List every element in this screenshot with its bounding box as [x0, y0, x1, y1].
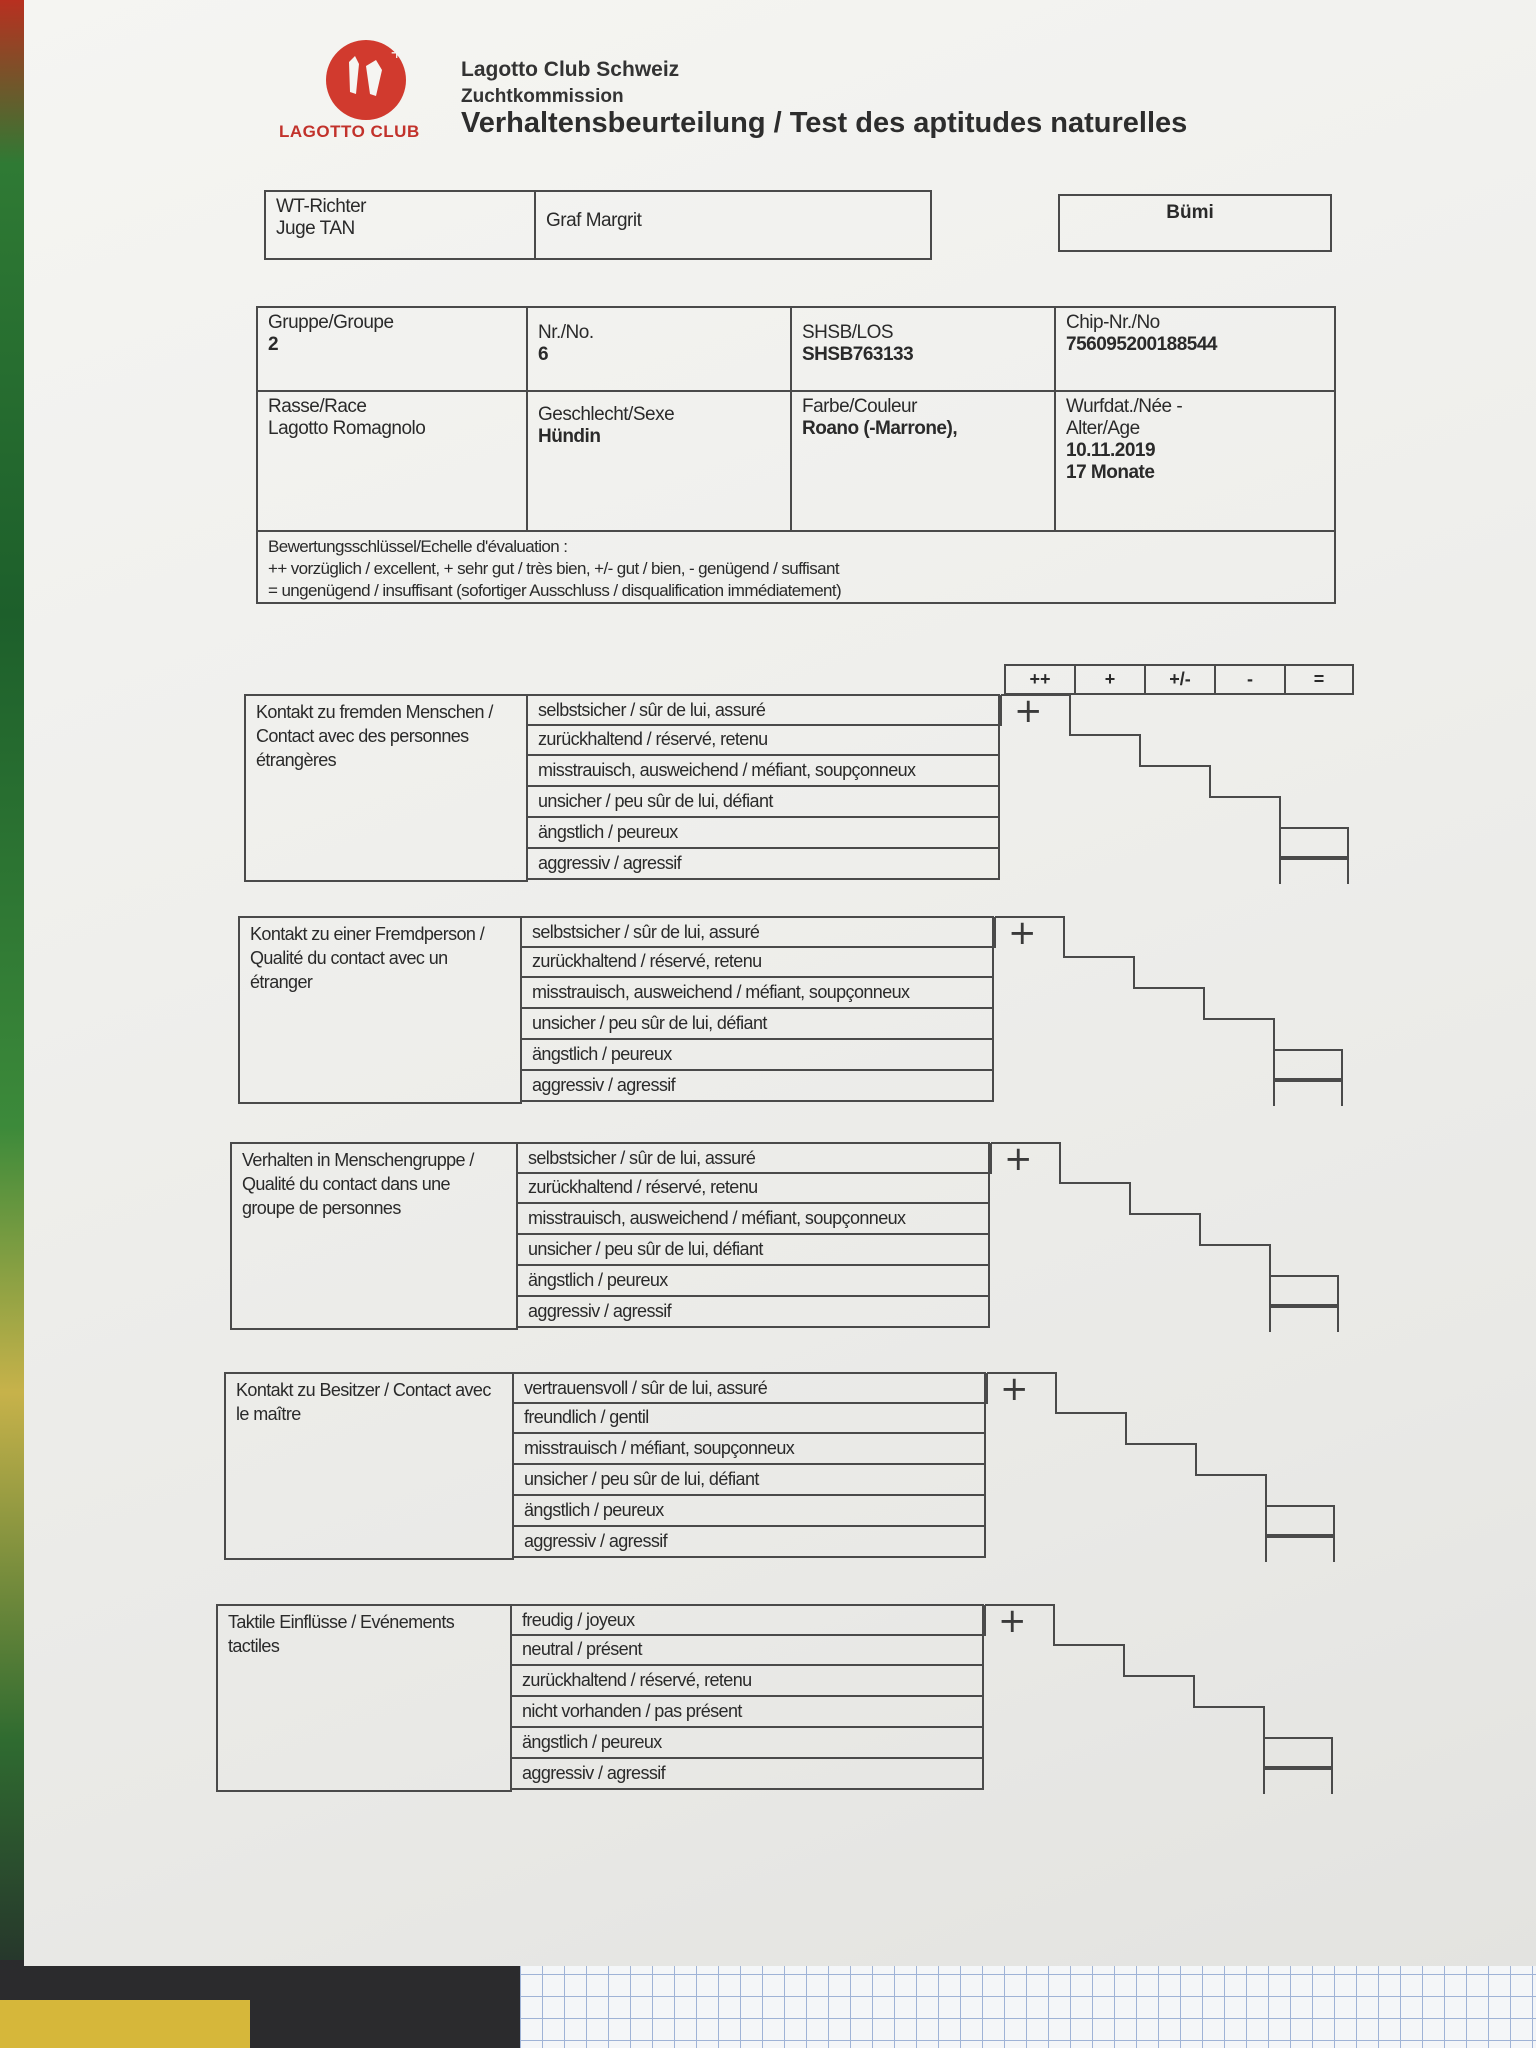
option-row[interactable]: selbstsicher / sûr de lui, assuré — [528, 694, 1000, 726]
age-label: Alter/Age — [1066, 418, 1140, 439]
rating-key — [258, 532, 1334, 602]
chip-cell — [1056, 308, 1334, 392]
form-title: Verhaltensbeurteilung / Test des aptitudes naturelles — [461, 107, 1188, 139]
option-row[interactable]: unsicher / peu sûr de lui, défiant — [518, 1235, 990, 1266]
option-row[interactable]: freudig / joyeux — [512, 1604, 984, 1636]
handwritten-mark: + — [998, 1601, 1027, 1641]
option-row[interactable]: vertrauensvoll / sûr de lui, assuré — [514, 1372, 986, 1404]
svg-text:+: + — [390, 43, 404, 62]
shsb-cell — [792, 308, 1056, 392]
sex-value: Hündin — [538, 426, 601, 447]
section-label: Verhalten in Menschengruppe / Qualité du contact dans une groupe de personnes — [230, 1142, 518, 1330]
option-row[interactable]: selbstsicher / sûr de lui, assuré — [522, 916, 994, 948]
color-cell — [792, 392, 1056, 532]
race-value: Lagotto Romagnolo — [268, 418, 426, 439]
option-row[interactable]: aggressiv / agressif — [528, 849, 1000, 880]
judge-box — [264, 190, 932, 260]
option-row[interactable]: misstrauisch, ausweichend / méfiant, soupçonneux — [522, 978, 994, 1009]
club-logo-icon — [304, 40, 444, 120]
option-row[interactable]: nicht vorhanden / pas présent — [512, 1697, 984, 1728]
rating-staircase-grid[interactable] — [1000, 691, 1354, 884]
scale-header-cell: +/- — [1144, 664, 1216, 695]
option-row[interactable]: misstrauisch, ausweichend / méfiant, soupçonneux — [518, 1204, 990, 1235]
rating-staircase-grid[interactable] — [990, 1139, 1344, 1332]
birth-value: 10.11.2019 — [1066, 440, 1156, 461]
option-row[interactable]: neutral / présent — [512, 1635, 984, 1666]
chip-label: Chip-Nr./No — [1066, 312, 1160, 333]
shsb-value: SHSB763133 — [802, 344, 914, 365]
judge-label-fr: Juge TAN — [276, 218, 355, 239]
section-label: Kontakt zu fremden Menschen / Contact avec des personnes étrangères — [244, 694, 528, 882]
option-row[interactable]: unsicher / peu sûr de lui, défiant — [522, 1009, 994, 1040]
option-row[interactable]: ängstlich / peureux — [522, 1040, 994, 1071]
rating-key-line2: = ungenügend / insuffisant (sofortiger Ausschluss / disqualification immédiatement) — [268, 581, 842, 600]
graph-paper-sheet — [520, 1952, 1536, 2048]
birth-cell — [1056, 392, 1334, 532]
option-row[interactable]: zurückhaltend / réservé, retenu — [518, 1173, 990, 1204]
handwritten-mark: + — [1000, 1369, 1029, 1409]
sex-label: Geschlecht/Sexe — [538, 404, 675, 425]
color-value: Roano (-Marrone), — [802, 418, 958, 439]
nr-label: Nr./No. — [538, 322, 594, 343]
photo-background-object — [0, 2000, 250, 2048]
option-row[interactable]: aggressiv / agressif — [512, 1759, 984, 1790]
shsb-label: SHSB/LOS — [802, 322, 894, 343]
option-row[interactable]: ängstlich / peureux — [514, 1496, 986, 1527]
color-label: Farbe/Couleur — [802, 396, 917, 417]
option-row[interactable]: unsicher / peu sûr de lui, défiant — [528, 787, 1000, 818]
option-row[interactable]: misstrauisch / méfiant, soupçonneux — [514, 1434, 986, 1465]
judge-label-de: WT-Richter — [276, 196, 366, 217]
group-value: 2 — [268, 334, 279, 355]
judge-label — [266, 192, 536, 258]
group-cell — [258, 308, 528, 392]
logo-text: LAGOTTO CLUB — [279, 122, 420, 141]
rating-key-title: Bewertungsschlüssel/Echelle d'évaluation : — [268, 537, 568, 556]
birth-label: Wurfdat./Née - — [1066, 396, 1183, 417]
option-row[interactable]: ängstlich / peureux — [528, 818, 1000, 849]
age-value: 17 Monate — [1066, 462, 1155, 483]
option-row[interactable]: freundlich / gentil — [514, 1403, 986, 1434]
option-row[interactable]: zurückhaltend / réservé, retenu — [522, 947, 994, 978]
rating-staircase-grid[interactable] — [986, 1369, 1340, 1562]
handwritten-mark: + — [1004, 1139, 1033, 1179]
rating-staircase-grid[interactable] — [984, 1601, 1338, 1794]
dog-info-table — [256, 306, 1336, 604]
sex-cell — [528, 392, 792, 532]
option-row[interactable]: ängstlich / peureux — [518, 1266, 990, 1297]
option-row[interactable]: aggressiv / agressif — [514, 1527, 986, 1558]
group-label: Gruppe/Groupe — [268, 312, 394, 333]
nr-value: 6 — [538, 344, 549, 365]
section-label: Taktile Einflüsse / Evénements tactiles — [216, 1604, 512, 1792]
option-row[interactable]: aggressiv / agressif — [518, 1297, 990, 1328]
scale-header-cell: ++ — [1004, 664, 1076, 695]
rating-key-line1: ++ vorzüglich / excellent, + sehr gut / très bien, +/- gut / bien, - genügend / suffisant — [268, 559, 839, 578]
option-row[interactable]: misstrauisch, ausweichend / méfiant, soupçonneux — [528, 756, 1000, 787]
section-label: Kontakt zu Besitzer / Contact avec le maître — [224, 1372, 514, 1560]
option-row[interactable]: selbstsicher / sûr de lui, assuré — [518, 1142, 990, 1174]
scale-header-cell: = — [1284, 664, 1354, 695]
option-row[interactable]: aggressiv / agressif — [522, 1071, 994, 1102]
option-row[interactable]: unsicher / peu sûr de lui, défiant — [514, 1465, 986, 1496]
section-label: Kontakt zu einer Fremdperson / Qualité du contact avec un étranger — [238, 916, 522, 1104]
place-box — [1058, 194, 1332, 252]
rating-staircase-grid[interactable] — [994, 913, 1348, 1106]
scale-header-cell: + — [1074, 664, 1146, 695]
option-row[interactable]: zurückhaltend / réservé, retenu — [512, 1666, 984, 1697]
handwritten-mark: + — [1014, 691, 1043, 731]
scale-header-cell: - — [1214, 664, 1286, 695]
form-sheet — [24, 0, 1536, 1966]
place-value: Bümi — [1166, 202, 1214, 223]
chip-value: 756095200188544 — [1066, 334, 1218, 355]
commission-name: Zuchtkommission — [461, 86, 624, 107]
race-label: Rasse/Race — [268, 396, 367, 417]
option-row[interactable]: ängstlich / peureux — [512, 1728, 984, 1759]
handwritten-mark: + — [1008, 913, 1037, 953]
judge-name: Graf Margrit — [546, 210, 642, 231]
nr-cell — [528, 308, 792, 392]
race-cell — [258, 392, 528, 532]
option-row[interactable]: zurückhaltend / réservé, retenu — [528, 725, 1000, 756]
club-name: Lagotto Club Schweiz — [461, 58, 680, 81]
